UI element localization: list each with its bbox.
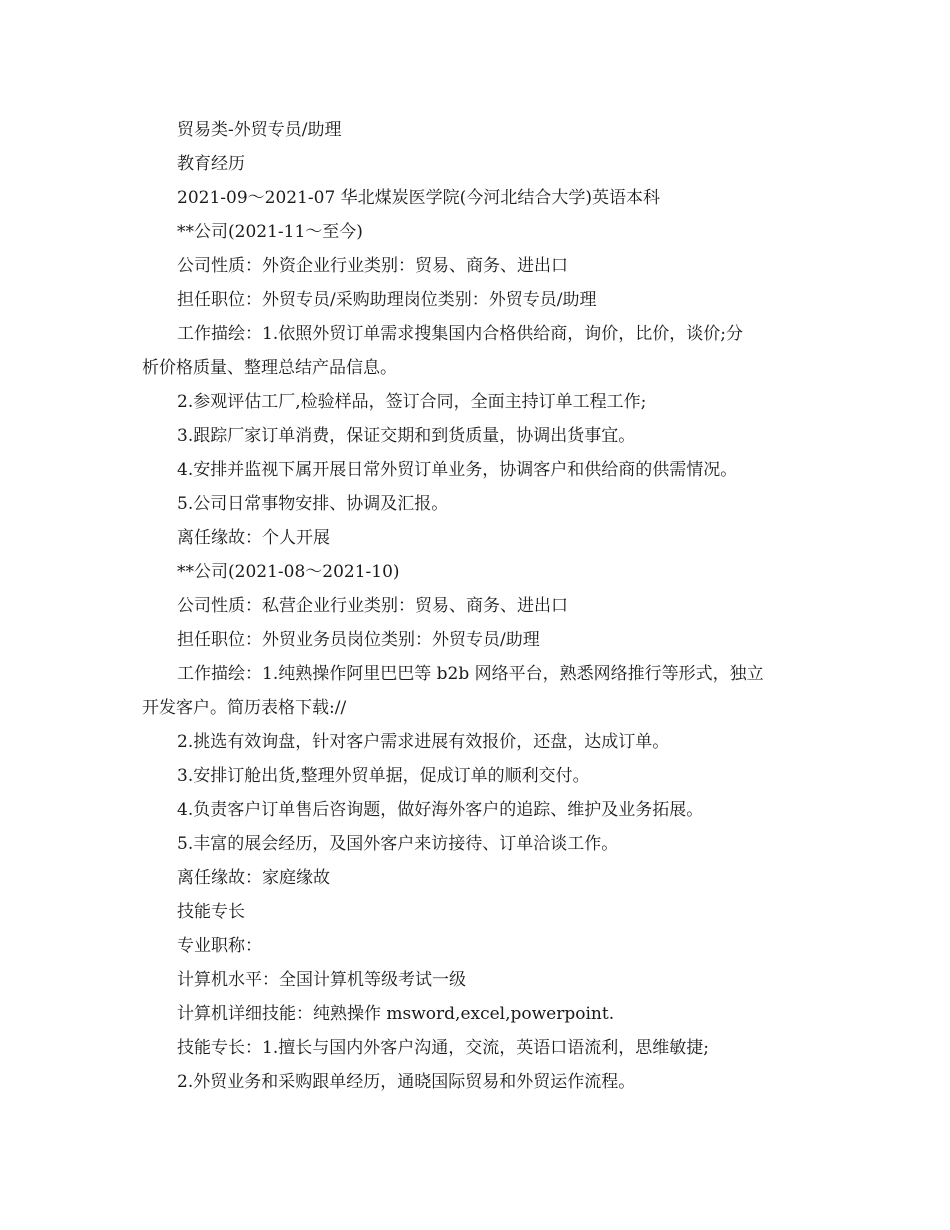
- text-line: 工作描绘：1.纯熟操作阿里巴巴等 b2b 网络平台，熟悉网络推行等形式，独立: [177, 664, 764, 684]
- text-line: 2.挑选有效询盘，针对客户需求进展有效报价，还盘，达成订单。: [177, 732, 670, 752]
- text-line: 离任缘故：家庭缘故: [177, 868, 330, 888]
- text-line: 2.参观评估工厂,检验样品，签订合同，全面主持订单工程工作;: [177, 392, 647, 412]
- text-line: 离任缘故：个人开展: [177, 528, 330, 548]
- document-body: [142, 113, 814, 1099]
- text-line: 3.跟踪厂家订单消费，保证交期和到货质量，协调出货事宜。: [177, 426, 636, 446]
- text-line: 技能专长: [177, 902, 245, 922]
- text-line: 担任职位：外贸业务员岗位类别：外贸专员/助理: [177, 630, 540, 650]
- text-line: 公司性质：私营企业行业类别：贸易、商务、进出口: [177, 596, 568, 616]
- text-line: **公司(2021-11～至今): [177, 222, 363, 242]
- text-line: 专业职称：: [177, 936, 262, 956]
- text-line: 析价格质量、整理总结产品信息。: [142, 358, 397, 378]
- text-line: **公司(2021-08～2021-10): [177, 562, 400, 582]
- text-line: 公司性质：外资企业行业类别：贸易、商务、进出口: [177, 256, 568, 276]
- text-line: 2021-09～2021-07 华北煤炭医学院(今河北结合大学)英语本科: [177, 188, 660, 208]
- text-line: 4.安排并监视下属开展日常外贸订单业务，协调客户和供给商的供需情况。: [177, 460, 738, 480]
- text-line: 5.公司日常事物安排、协调及汇报。: [177, 494, 449, 514]
- text-line: 技能专长：1.擅长与国内外客户沟通，交流，英语口语流利，思维敏捷;: [177, 1038, 709, 1058]
- text-line: 工作描绘：1.依照外贸订单需求搜集国内合格供给商，询价，比价，谈价;分: [177, 324, 743, 344]
- text-line: 计算机详细技能：纯熟操作 msword,excel,powerpoint.: [177, 1004, 615, 1024]
- text-line: 担任职位：外贸专员/采购助理岗位类别：外贸专员/助理: [177, 290, 597, 310]
- text-line: 4.负责客户订单售后咨询题，做好海外客户的追踪、维护及业务拓展。: [177, 800, 704, 820]
- text-line: 计算机水平：全国计算机等级考试一级: [177, 970, 466, 990]
- text-line: 2.外贸业务和采购跟单经历，通晓国际贸易和外贸运作流程。: [177, 1072, 636, 1092]
- text-line: 3.安排订舱出货,整理外贸单据，促成订单的顺利交付。: [177, 766, 590, 786]
- text-line: 5.丰富的展会经历，及国外客户来访接待、订单洽谈工作。: [177, 834, 619, 854]
- text-line: 教育经历: [177, 154, 245, 174]
- text-line: 开发客户。简历表格下载://: [142, 698, 347, 718]
- text-line: 贸易类-外贸专员/助理: [177, 120, 342, 140]
